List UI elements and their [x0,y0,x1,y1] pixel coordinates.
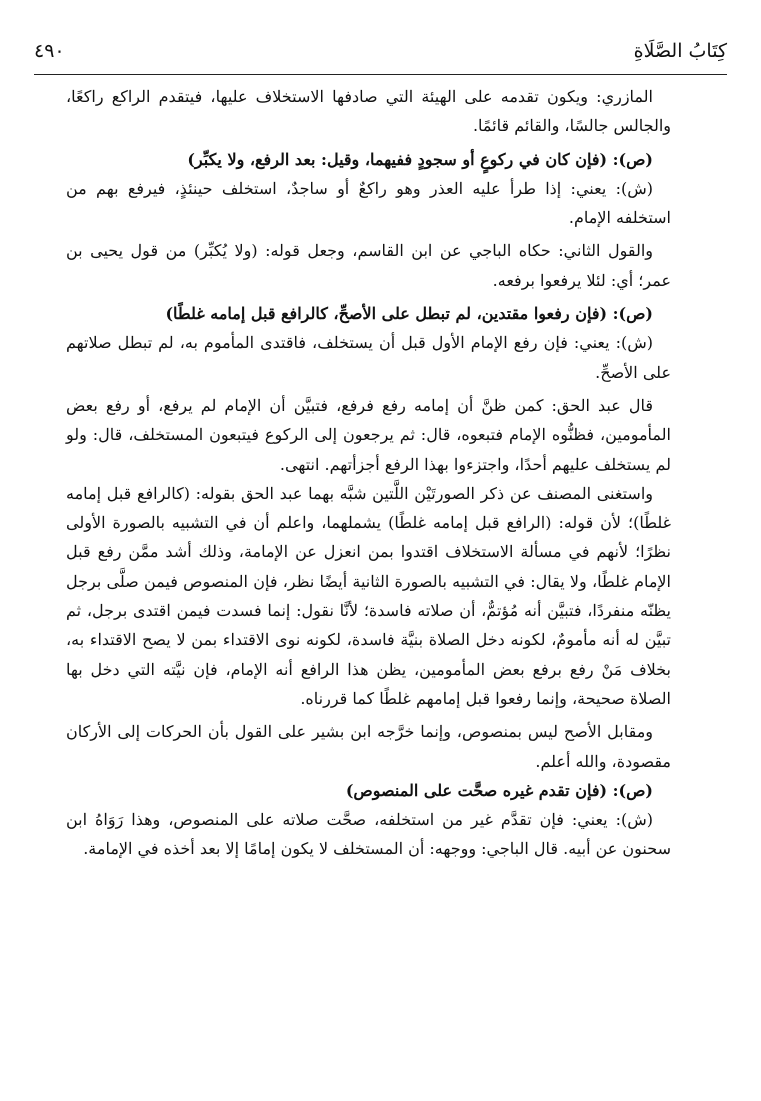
paragraph-matn: (ص): (فإن تقدم غيره صحَّت على المنصوص) [345,780,653,800]
paragraph-matn: (ص): (فإن كان في ركوعٍ أو سجودٍ ففيهما، وقيل: بعد الرفع، ولا يكبِّر) [187,149,653,169]
paragraph-sharh: المازري: ويكون تقدمه على الهيئة التي صادفها الاستخلاف عليها، فيتقدم الراكع راكعًا، والجالس جالسًا، والقائم قائمًا. [66,87,671,136]
paragraph-sharh: ومقابل الأصح ليس بمنصوص، وإنما خرَّجه ابن بشير على القول بأن الحركات إلى الأركان مقصودة، والله أعلم. [66,722,671,771]
paragraph-sharh: (ش): يعني: إذا طرأ عليه العذر وهو راكعٌ أو ساجدٌ، استخلف حينئذٍ، فيرفع بهم من استخلفه الإمام. [66,178,671,228]
page-body [66,82,671,864]
paragraph-sharh: (ش): يعني: فإن تقدَّم غير من استخلفه، صحَّت صلاته على المنصوص، وهذا رَوَاهُ ابن سحنون عن أبيه. قال الباجي: ووجهه: أن المستخلف لا يكون إمامًا إلا بعد أخذه في الإمامة. [66,810,671,859]
page-number: ٤٩٠ [34,40,65,62]
paragraph-sharh: واستغنى المصنف عن ذكر الصورتَيْن اللَّتين شبَّه بهما عبد الحق بقوله: (كالرافع قبل إمامه غلطًا)؛ لأن قوله: (الرافع قبل إمامه غلطًا) يشملهما، واعلم أن في التشبيه بالصورة الأولى نظرًا؛ لأنهم في مسألة الاستخلاف اقتدوا بمن انعزل عن الإمامة، وذلك أشد ممَّن رفع قبل الإمام غلطًا، ولا يقال: في التشبيه بالصورة الثانية أيضًا نظر، فإن المنصوص فيمن صلَّى برجل يظنّه منفردًا، فتبيَّن أنه مُؤتمٌّ، أن صلاته فاسدة؛ لأنَّا نقول: إنما فسدت فيمن اقتدى برجل، ثم تبيَّن له أنه مأمومٌ، لكونه دخل الصلاة بنيَّة فاسدة، لكونه نوى الاقتداء بمن لا يصح الاقتداء به، بخلاف مَنْ رفع برفع بعض المأمومين، يظن هذا الرافع أنه الإمام، فإن نيَّته التي دخل بها الصلاة صحيحة، وإنما رفعوا قبل إمامهم غلطًا كما قررناه. [66,483,671,708]
header-divider [34,74,727,75]
paragraph-sharh: قال عبد الحق: كمن ظنَّ أن إمامه رفع فرفع، فتبيَّن أن الإمام لم يرفع، أو رفع بعض المأمومين، فظنُّوه الإمام فتبعوه، قال: ثم يرجعون إلى الركوع فيتبعون المستخلف، قال: ولو لم يستخلف عليهم أحدًا، واجتزءوا بهذا الرفع أجزأتهم. انتهى. [66,395,671,474]
chapter-title: كِتَابُ الصَّلَاةِ [633,40,727,62]
paragraph-sharh: (ش): يعني: فإن رفع الإمام الأول قبل أن يستخلف، فاقتدى المأموم به، لم تبطل صلاتهم على الأصحِّ. [66,333,671,382]
paragraph-matn: (ص): (فإن رفعوا مقتدين، لم تبطل على الأصحِّ، كالرافع قبل إمامه غلطًا) [165,304,653,324]
running-header [34,38,727,70]
paragraph-sharh: والقول الثاني: حكاه الباجي عن ابن القاسم، وجعل قوله: (ولا يُكبِّر) من قول يحيى بن عمر؛ أي: لئلا يرفعوا برفعه. [66,241,671,290]
